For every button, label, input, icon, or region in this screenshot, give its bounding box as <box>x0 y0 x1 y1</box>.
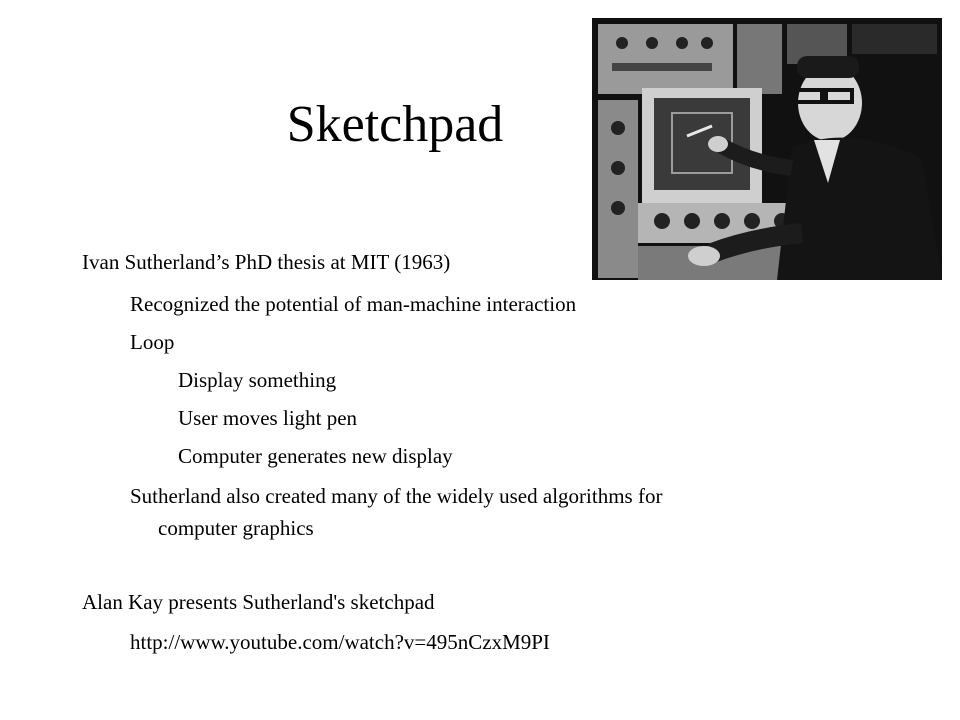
bullet-loop: Loop <box>130 330 175 354</box>
bullet-light-pen: User moves light pen <box>178 406 358 430</box>
bullet-display-something: Display something <box>178 368 337 392</box>
bullet-thesis: Ivan Sutherland’s PhD thesis at MIT (1963) <box>82 250 451 274</box>
bullet-new-display: Computer generates new display <box>178 444 453 468</box>
bullet-potential: Recognized the potential of man-machine interaction <box>130 292 577 316</box>
bullet-algorithms-line1: Sutherland also created many of the widely used algorithms for <box>130 484 663 508</box>
slide-title: Sketchpad <box>286 96 504 153</box>
bullet-algorithms-line2: computer graphics <box>158 516 314 540</box>
video-link[interactable]: http://www.youtube.com/watch?v=495nCzxM9PI <box>130 630 550 654</box>
bullet-alan-kay: Alan Kay presents Sutherland's sketchpad <box>82 590 435 614</box>
